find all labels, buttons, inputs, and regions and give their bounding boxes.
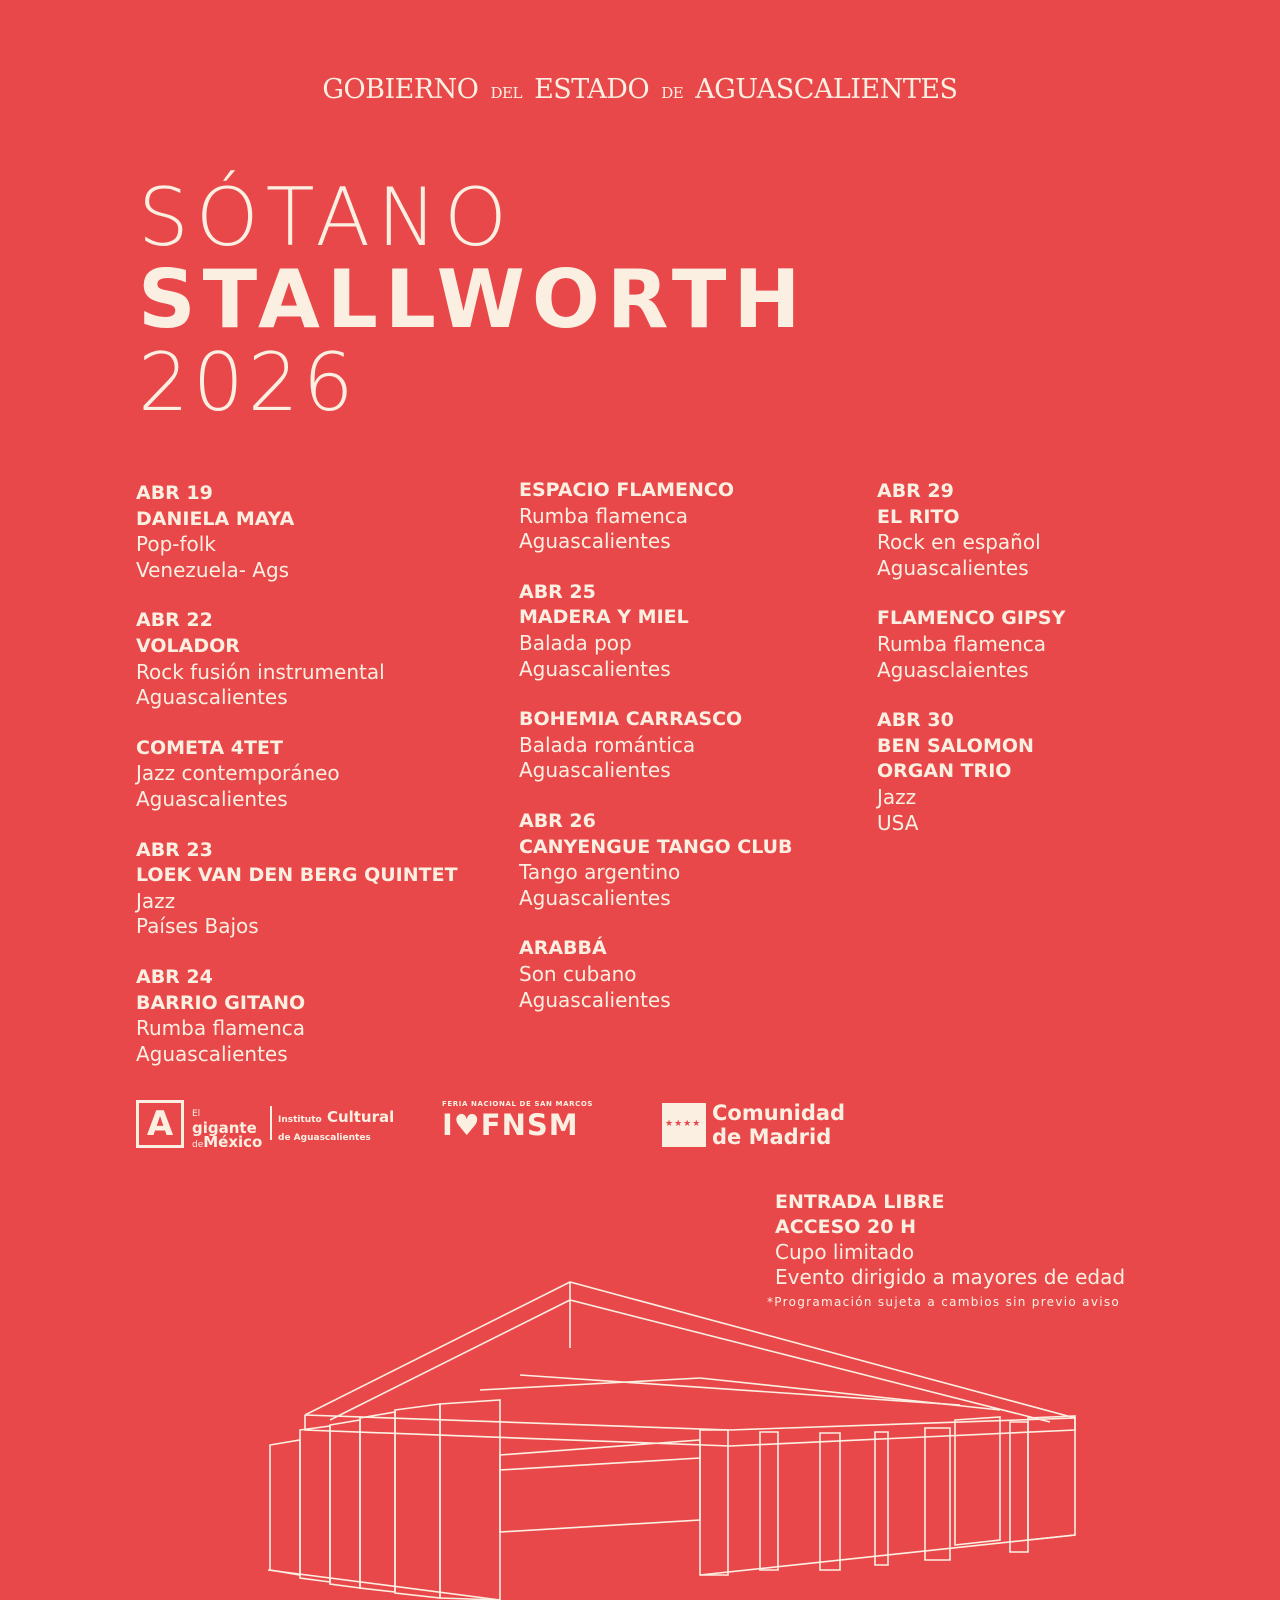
cupo-limitado: Cupo limitado	[775, 1240, 915, 1264]
artist-origin: Aguascalientes	[519, 885, 671, 910]
wall-2	[300, 1426, 330, 1582]
entry-date: ABR 19	[136, 482, 213, 504]
schedule-entry	[877, 708, 1107, 836]
title-line-sotano: SÓTANO	[138, 171, 514, 264]
artist-genre: Rumba flamenca	[877, 631, 1047, 656]
artist-genre: Jazz	[877, 784, 917, 809]
artist-origin: Aguascalientes	[877, 555, 1029, 580]
entry-date: ABR 26	[519, 809, 596, 832]
gov-gobierno: GOBIERNO	[322, 74, 479, 105]
artist-origin: Venezuela- Ags	[136, 557, 290, 582]
artist-genre: Tango argentino	[519, 860, 681, 885]
column-1	[700, 1430, 728, 1575]
acceso-hora: ACCESO 20 H	[775, 1216, 916, 1238]
gov-del: DEL	[490, 84, 522, 102]
entry-date: ABR 29	[877, 480, 954, 502]
fnsm-small-text: FERIA NACIONAL DE SAN MARCOS	[442, 1100, 594, 1108]
artist-genre: Balada romántica	[519, 732, 696, 757]
fnsm-i: I	[442, 1108, 454, 1142]
cm-line2: de Madrid	[712, 1125, 832, 1149]
schedule-entry	[519, 936, 849, 1013]
government-header	[0, 74, 1280, 105]
column-2	[760, 1432, 778, 1570]
evento-mayores: Evento dirigido a mayores de edad	[775, 1265, 1126, 1289]
artist-origin: Aguasclaientes	[877, 657, 1029, 682]
artist-name: ARABBÁ	[519, 937, 607, 960]
wall-right-2	[1028, 1416, 1075, 1540]
wall-right-1	[955, 1417, 1000, 1545]
gigante-mexico: México	[203, 1133, 263, 1151]
logo-divider	[270, 1106, 272, 1140]
gov-de: DE	[661, 84, 684, 102]
entrada-libre: ENTRADA LIBRE	[775, 1191, 945, 1213]
entry-date: ABR 23	[136, 838, 213, 861]
artist-genre: Pop-folk	[136, 532, 216, 557]
roof-outline	[305, 1282, 1075, 1430]
schedule-entry	[877, 479, 1107, 581]
artist-origin: Aguascalientes	[136, 1041, 288, 1066]
schedule-entry	[136, 736, 496, 813]
sponsor-logos	[136, 1100, 856, 1152]
artist-origin: Aguascalientes	[136, 786, 288, 811]
schedule-entry	[519, 580, 849, 682]
artist-name: BOHEMIA CARRASCO	[519, 708, 743, 731]
fnsm-logo	[442, 1100, 593, 1142]
comunidad-madrid-text	[712, 1101, 845, 1149]
schedule-column-1	[136, 481, 496, 1092]
wall-3	[330, 1420, 360, 1588]
fnsm-big-text: FNSM	[480, 1108, 579, 1142]
artist-genre: Son cubano	[519, 961, 637, 986]
entry-date: ABR 22	[136, 609, 213, 632]
entry-date: ABR 30	[877, 709, 954, 732]
entry-date: ABR 25	[519, 580, 596, 603]
disclaimer-note: *Programación sujeta a cambios sin previo aviso	[767, 1295, 1121, 1309]
artist-origin: Aguascalientes	[519, 656, 671, 681]
schedule-entry	[519, 707, 849, 784]
artist-origin: Aguascalientes	[519, 758, 671, 783]
schedule-entry	[519, 809, 849, 911]
artist-name: MADERA Y MIEL	[519, 606, 689, 629]
wall-6	[440, 1400, 500, 1600]
gov-aguascalientes: AGUASCALIENTES	[695, 74, 958, 105]
entry-date: ABR 24	[136, 965, 213, 988]
ica-place: de Aguascalientes	[278, 1133, 371, 1143]
artist-genre: Rumba flamenca	[136, 1016, 306, 1041]
artist-genre: Jazz	[136, 888, 176, 913]
ground-left	[268, 1570, 500, 1600]
column-3	[820, 1433, 840, 1570]
schedule-column-2	[519, 478, 849, 1038]
schedule-column-3	[877, 479, 1107, 861]
beam-3	[520, 1375, 960, 1405]
inner-wall	[500, 1440, 700, 1532]
instituto-cultural-logo	[278, 1110, 394, 1146]
ica-instituto: Instituto	[278, 1115, 322, 1125]
wall-4	[360, 1412, 395, 1592]
artist-name: EL RITO	[877, 505, 960, 528]
ica-cultural: Cultural	[326, 1108, 395, 1126]
schedule-entry	[519, 478, 849, 555]
title-line-year: 2026	[138, 336, 358, 429]
artist-name: BEN SALOMON ORGAN TRIO	[877, 734, 1034, 783]
gigante-logo	[192, 1104, 262, 1152]
artist-name: BARRIO GITANO	[136, 991, 306, 1014]
inner-wall-line	[500, 1458, 700, 1470]
schedule-entry	[136, 838, 496, 940]
gigante-name: gigante	[192, 1119, 257, 1137]
artist-origin: Aguascalientes	[136, 685, 288, 710]
artist-genre: Rock fusión instrumental	[136, 659, 385, 684]
artist-genre: Rock en español	[877, 530, 1041, 555]
wall-1	[270, 1440, 300, 1575]
artist-genre: Rumba flamenca	[519, 503, 689, 528]
column-6	[1010, 1422, 1028, 1552]
column-4	[875, 1432, 888, 1565]
schedule-entry	[136, 965, 496, 1067]
artist-name: LOEK VAN DEN BERG QUINTET	[136, 864, 458, 887]
poster-title	[138, 171, 808, 429]
artist-genre: Jazz contemporáneo	[136, 761, 340, 786]
artist-name: COMETA 4TET	[136, 736, 283, 759]
building-illustration	[0, 1270, 1280, 1600]
schedule-entry	[136, 481, 496, 583]
cm-line1: Comunidad	[712, 1101, 846, 1125]
artist-name: VOLADOR	[136, 634, 240, 657]
madrid-flag-icon: ★★★★	[662, 1103, 706, 1147]
artist-name: FLAMENCO GIPSY	[877, 607, 1066, 630]
gov-estado: ESTADO	[534, 74, 650, 105]
artist-origin: Países Bajos	[136, 914, 259, 939]
gigante-de: de	[192, 1140, 204, 1150]
artist-origin: Aguascalientes	[519, 987, 671, 1012]
artist-origin: USA	[877, 810, 919, 835]
schedule-entry	[877, 606, 1107, 683]
title-line-stallworth: STALLWORTH	[138, 253, 808, 346]
heart-icon: ♥	[453, 1108, 481, 1142]
artist-genre: Balada pop	[519, 630, 632, 655]
artist-name: ESPACIO FLAMENCO	[519, 479, 735, 501]
artist-name: CANYENGUE TANGO CLUB	[519, 835, 793, 858]
artist-name: DANIELA MAYA	[136, 507, 295, 530]
artist-origin: Aguascalientes	[519, 529, 671, 554]
schedule-entry	[136, 608, 496, 710]
gigante-el: El	[192, 1109, 201, 1119]
gigante-a-logo-icon: A	[136, 1100, 184, 1148]
column-5	[925, 1428, 950, 1560]
